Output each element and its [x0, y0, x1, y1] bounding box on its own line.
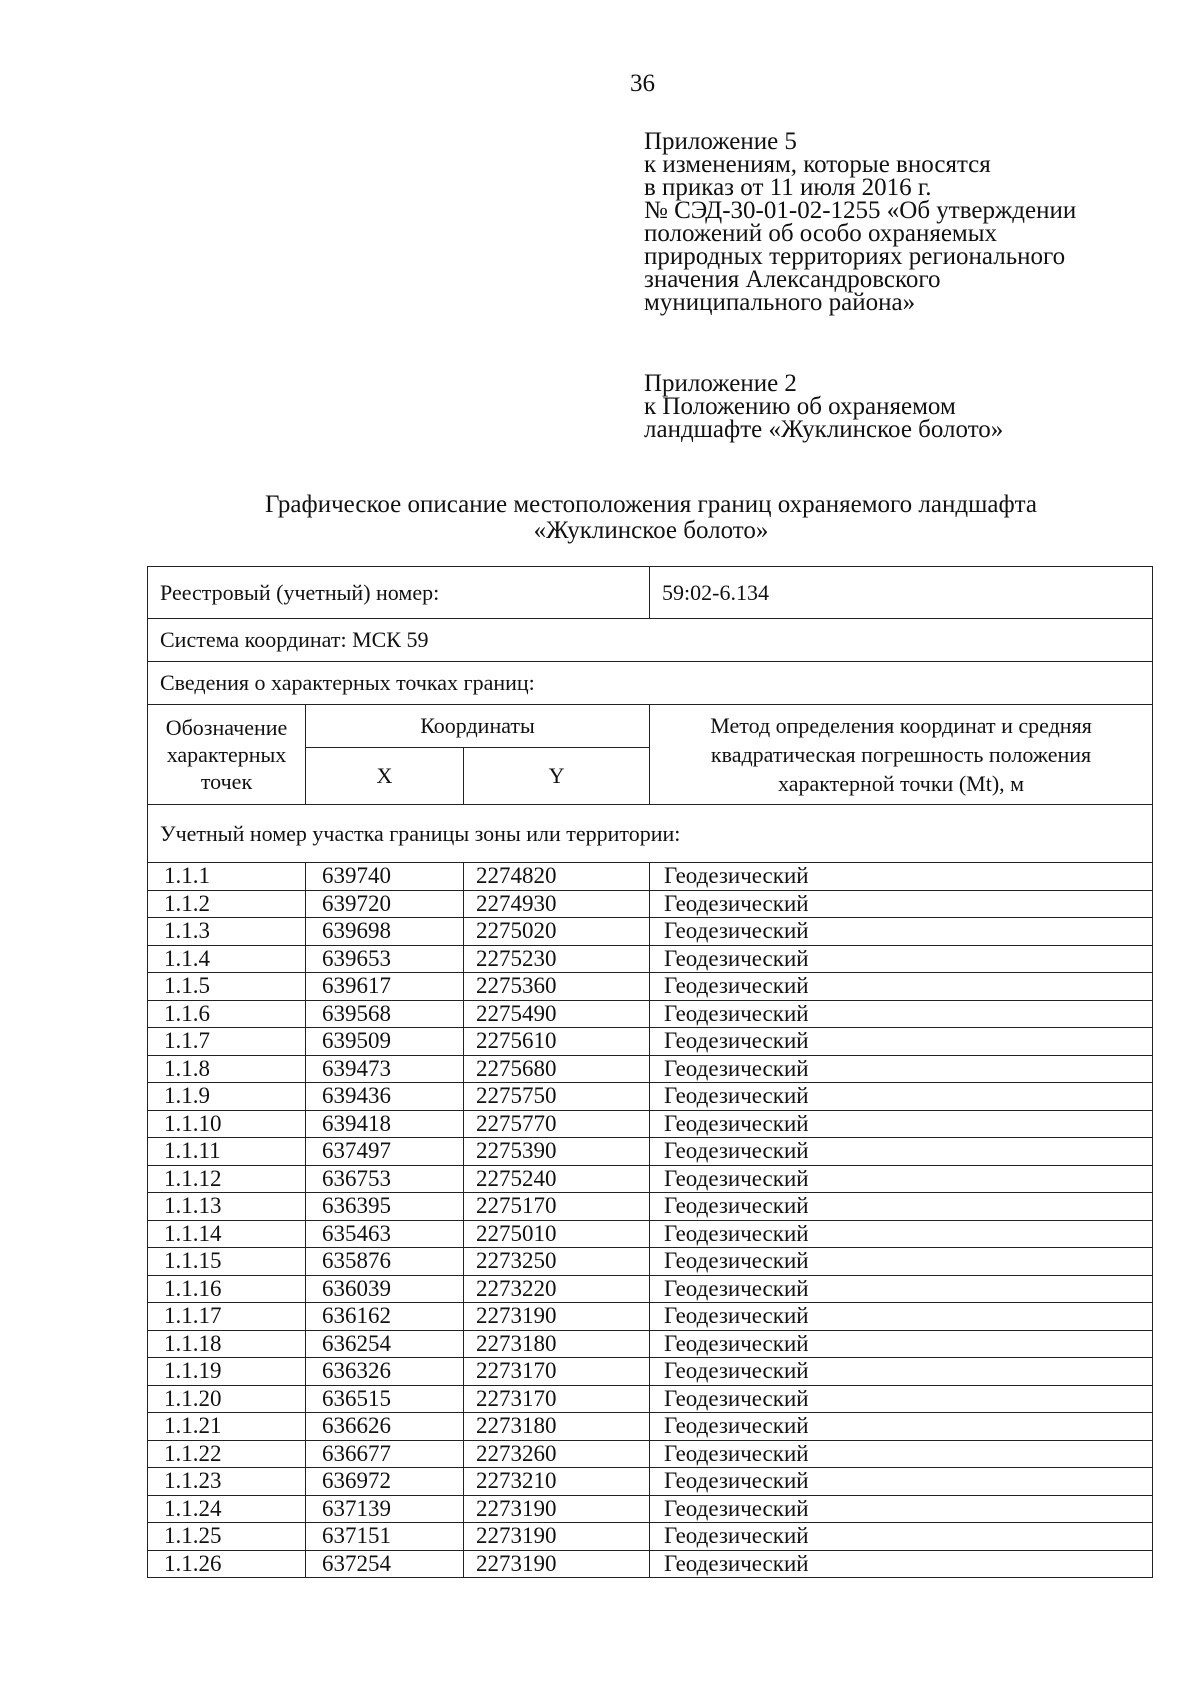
x-cell: 639653	[306, 945, 464, 973]
point-cell: 1.1.17	[148, 1303, 306, 1331]
boundary-points-table	[147, 566, 1153, 1578]
table-row	[148, 1000, 1153, 1028]
method-cell: Геодезический	[650, 1083, 1153, 1111]
x-cell: 639509	[306, 1028, 464, 1056]
x-cell: 637151	[306, 1523, 464, 1551]
method-cell: Геодезический	[650, 1358, 1153, 1386]
points-info-row	[148, 662, 1153, 705]
registry-row	[148, 567, 1153, 619]
point-cell: 1.1.23	[148, 1468, 306, 1496]
method-cell: Геодезический	[650, 1275, 1153, 1303]
table-row	[148, 1358, 1153, 1386]
y-cell: 2275170	[464, 1193, 650, 1221]
method-cell: Геодезический	[650, 1468, 1153, 1496]
annex-5-line: Приложение 5	[644, 128, 797, 155]
point-cell: 1.1.10	[148, 1110, 306, 1138]
method-cell: Геодезический	[650, 1550, 1153, 1578]
table-row	[148, 890, 1153, 918]
method-cell: Геодезический	[650, 1330, 1153, 1358]
y-cell: 2273190	[464, 1550, 650, 1578]
y-cell: 2275490	[464, 1000, 650, 1028]
annex-5-line: природных территориях регионального	[644, 243, 1066, 270]
table-row	[148, 1495, 1153, 1523]
x-cell: 635876	[306, 1248, 464, 1276]
header-point: Обозначение характерных точек	[148, 705, 306, 805]
table-row	[148, 1055, 1153, 1083]
point-cell: 1.1.12	[148, 1165, 306, 1193]
document-title	[150, 492, 1152, 544]
x-cell: 639617	[306, 973, 464, 1001]
annex-2-line: ландшафте «Жуклинское болото»	[644, 416, 1004, 443]
x-cell: 636254	[306, 1330, 464, 1358]
table-row	[148, 1468, 1153, 1496]
point-cell: 1.1.19	[148, 1358, 306, 1386]
y-cell: 2275750	[464, 1083, 650, 1111]
point-cell: 1.1.16	[148, 1275, 306, 1303]
x-cell: 637254	[306, 1550, 464, 1578]
point-cell: 1.1.9	[148, 1083, 306, 1111]
table-row	[148, 1385, 1153, 1413]
y-cell: 2275610	[464, 1028, 650, 1056]
y-cell: 2273190	[464, 1303, 650, 1331]
annex-5-line: значения Александровского	[644, 266, 941, 293]
y-cell: 2273250	[464, 1248, 650, 1276]
x-cell: 636972	[306, 1468, 464, 1496]
annex-5-line: положений об особо охраняемых	[644, 220, 998, 247]
method-cell: Геодезический	[650, 1495, 1153, 1523]
table-row	[148, 945, 1153, 973]
x-cell: 639720	[306, 890, 464, 918]
x-cell: 636326	[306, 1358, 464, 1386]
y-cell: 2273190	[464, 1495, 650, 1523]
annex-5-line: к изменениям, которые вносятся	[644, 151, 991, 178]
x-cell: 636395	[306, 1193, 464, 1221]
x-cell: 639418	[306, 1110, 464, 1138]
table-row	[148, 1193, 1153, 1221]
point-cell: 1.1.13	[148, 1193, 306, 1221]
method-cell: Геодезический	[650, 945, 1153, 973]
table-row	[148, 1440, 1153, 1468]
annex-5-line: муниципального района»	[644, 289, 916, 316]
x-cell: 635463	[306, 1220, 464, 1248]
point-cell: 1.1.14	[148, 1220, 306, 1248]
table-row	[148, 1083, 1153, 1111]
table-row	[148, 1413, 1153, 1441]
method-cell: Геодезический	[650, 1413, 1153, 1441]
table-row	[148, 1523, 1153, 1551]
x-cell: 636515	[306, 1385, 464, 1413]
x-cell: 636039	[306, 1275, 464, 1303]
point-cell: 1.1.4	[148, 945, 306, 973]
header-coordinates: Координаты	[306, 705, 650, 748]
y-cell: 2275390	[464, 1138, 650, 1166]
method-cell: Геодезический	[650, 1055, 1153, 1083]
y-cell: 2275020	[464, 918, 650, 946]
annex-5-heading	[644, 130, 1184, 314]
method-cell: Геодезический	[650, 1028, 1153, 1056]
table-row	[148, 1248, 1153, 1276]
table-row	[148, 1303, 1153, 1331]
method-cell: Геодезический	[650, 973, 1153, 1001]
method-cell: Геодезический	[650, 1138, 1153, 1166]
y-cell: 2275010	[464, 1220, 650, 1248]
point-cell: 1.1.1	[148, 863, 306, 891]
point-cell: 1.1.21	[148, 1413, 306, 1441]
y-cell: 2274930	[464, 890, 650, 918]
annex-2-heading	[644, 372, 1184, 441]
document-title-line: Графическое описание местоположения границ охраняемого ландшафта	[265, 491, 1037, 518]
table-row	[148, 1275, 1153, 1303]
x-cell: 639473	[306, 1055, 464, 1083]
annex-5-line: в приказ от 11 июля 2016 г.	[644, 174, 932, 201]
point-cell: 1.1.6	[148, 1000, 306, 1028]
method-cell: Геодезический	[650, 1440, 1153, 1468]
table-row	[148, 918, 1153, 946]
x-cell: 636162	[306, 1303, 464, 1331]
table-row	[148, 973, 1153, 1001]
method-cell: Геодезический	[650, 1110, 1153, 1138]
header-y: Y	[464, 748, 650, 805]
point-cell: 1.1.8	[148, 1055, 306, 1083]
x-cell: 636677	[306, 1440, 464, 1468]
y-cell: 2275770	[464, 1110, 650, 1138]
point-cell: 1.1.2	[148, 890, 306, 918]
coord-system-row	[148, 619, 1153, 662]
y-cell: 2275360	[464, 973, 650, 1001]
point-cell: 1.1.24	[148, 1495, 306, 1523]
point-cell: 1.1.11	[148, 1138, 306, 1166]
table-row	[148, 1028, 1153, 1056]
table-row	[148, 1138, 1153, 1166]
table-row	[148, 1110, 1153, 1138]
document-title-line: «Жуклинское болото»	[533, 517, 769, 544]
y-cell: 2275240	[464, 1165, 650, 1193]
method-cell: Геодезический	[650, 1303, 1153, 1331]
x-cell: 637497	[306, 1138, 464, 1166]
point-cell: 1.1.25	[148, 1523, 306, 1551]
y-cell: 2275230	[464, 945, 650, 973]
x-cell: 639698	[306, 918, 464, 946]
table-row	[148, 1330, 1153, 1358]
registry-value: 59:02-6.134	[650, 567, 1153, 619]
parcel-row	[148, 805, 1153, 863]
annex-2-line: Приложение 2	[644, 370, 797, 397]
table-row	[148, 863, 1153, 891]
method-cell: Геодезический	[650, 890, 1153, 918]
x-cell: 636753	[306, 1165, 464, 1193]
point-cell: 1.1.18	[148, 1330, 306, 1358]
y-cell: 2273170	[464, 1358, 650, 1386]
point-cell: 1.1.22	[148, 1440, 306, 1468]
point-cell: 1.1.7	[148, 1028, 306, 1056]
table-row	[148, 1550, 1153, 1578]
parcel-label: Учетный номер участка границы зоны или территории:	[148, 805, 1153, 863]
coord-system: Система координат: МСК 59	[148, 619, 1153, 662]
point-cell: 1.1.26	[148, 1550, 306, 1578]
y-cell: 2273180	[464, 1330, 650, 1358]
page-number: 36	[630, 70, 655, 97]
y-cell: 2273170	[464, 1385, 650, 1413]
table-row	[148, 1220, 1153, 1248]
method-cell: Геодезический	[650, 1193, 1153, 1221]
x-cell: 637139	[306, 1495, 464, 1523]
point-cell: 1.1.3	[148, 918, 306, 946]
header-x: X	[306, 748, 464, 805]
x-cell: 636626	[306, 1413, 464, 1441]
points-info: Сведения о характерных точках границ:	[148, 662, 1153, 705]
method-cell: Геодезический	[650, 1385, 1153, 1413]
method-cell: Геодезический	[650, 1248, 1153, 1276]
method-cell: Геодезический	[650, 1165, 1153, 1193]
point-cell: 1.1.15	[148, 1248, 306, 1276]
y-cell: 2273190	[464, 1523, 650, 1551]
point-cell: 1.1.5	[148, 973, 306, 1001]
method-cell: Геодезический	[650, 1220, 1153, 1248]
y-cell: 2274820	[464, 863, 650, 891]
annex-2-line: к Положению об охраняемом	[644, 393, 956, 420]
method-cell: Геодезический	[650, 1523, 1153, 1551]
header-method: Метод определения координат и средняя квадратическая погрешность положения характерной точки (Mt), м	[650, 705, 1153, 805]
registry-label: Реестровый (учетный) номер:	[148, 567, 650, 619]
method-cell: Геодезический	[650, 863, 1153, 891]
table-row	[148, 1165, 1153, 1193]
method-cell: Геодезический	[650, 918, 1153, 946]
point-cell: 1.1.20	[148, 1385, 306, 1413]
annex-5-line: № СЭД-30-01-02-1255 «Об утверждении	[644, 197, 1077, 224]
x-cell: 639740	[306, 863, 464, 891]
y-cell: 2273220	[464, 1275, 650, 1303]
y-cell: 2275680	[464, 1055, 650, 1083]
y-cell: 2273210	[464, 1468, 650, 1496]
header-row-top	[148, 705, 1153, 748]
method-cell: Геодезический	[650, 1000, 1153, 1028]
y-cell: 2273180	[464, 1413, 650, 1441]
x-cell: 639568	[306, 1000, 464, 1028]
x-cell: 639436	[306, 1083, 464, 1111]
y-cell: 2273260	[464, 1440, 650, 1468]
